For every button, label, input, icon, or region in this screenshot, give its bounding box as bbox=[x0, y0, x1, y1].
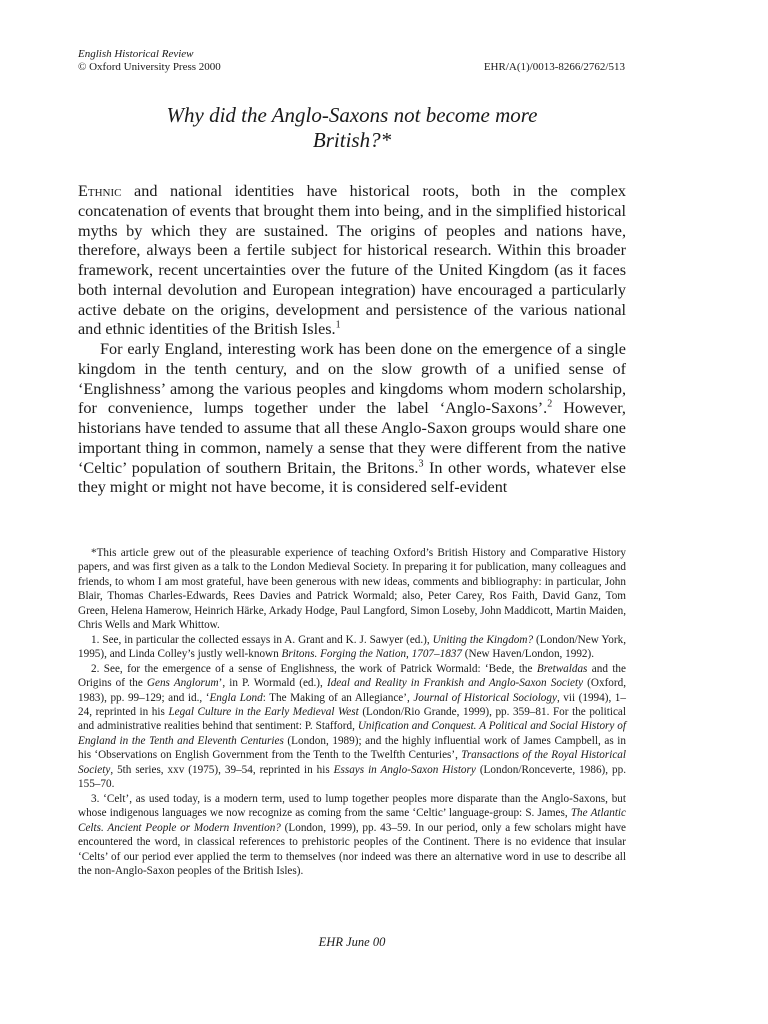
footnote-2 bbox=[78, 662, 626, 792]
fn2-text-c: ’, in P. Wormald (ed.), bbox=[218, 677, 327, 690]
fn2-title-4: Engla Lond bbox=[209, 691, 263, 704]
fn2-text-a: 2. See, for the emergence of a sense of Englishness, the work of Patrick Wormald: ‘Bede, the bbox=[91, 662, 537, 675]
fn2-text-k: (London/Ronceverte, 1986), pp. 155–70. bbox=[78, 763, 627, 791]
footnote-3 bbox=[78, 792, 626, 879]
paragraph-2-text-c: In other words, whatever else they might or might not have become, it is considered self-evident bbox=[78, 458, 626, 497]
fn2-title-9: Essays in Anglo-Saxon History bbox=[333, 763, 476, 776]
fn2-text-b: and the Origins of the bbox=[78, 662, 626, 690]
running-header bbox=[78, 48, 221, 74]
title-line-1: Why did the Anglo-Saxons not become more bbox=[166, 103, 538, 127]
article-body bbox=[78, 182, 626, 498]
fn2-text-e: : The Making of an Allegiance’, bbox=[262, 691, 414, 704]
fn3-title-1: The Atlantic Celts. Ancient People or Modern Invention? bbox=[78, 807, 626, 834]
fn2-title-3: Ideal and Reality in Frankish and Anglo-Saxon Society bbox=[326, 677, 584, 690]
fn2-text-j: , 5th series, xxv (1975), 39–54, reprinted in his bbox=[110, 763, 334, 776]
fn2-title-6: Legal Culture in the Early Medieval West bbox=[168, 705, 359, 718]
fn2-title-5: Journal of Historical Sociology bbox=[413, 691, 557, 704]
fn1-text-b: (London/New York, 1995), and Linda Colley’s justly well-known bbox=[78, 633, 626, 661]
paragraph-2 bbox=[78, 340, 626, 498]
article-reference: EHR/A(1)/0013-8266/2762/513 bbox=[483, 61, 625, 73]
footnotes bbox=[78, 546, 626, 878]
footnote-1 bbox=[78, 633, 626, 662]
copyright-line: © Oxford University Press 2000 bbox=[78, 61, 221, 73]
fn2-title-8: Transactions of the Royal Historical Society bbox=[78, 749, 626, 776]
article-title bbox=[78, 103, 626, 153]
paragraph-2-text-a: For early England, interesting work has been done on the emergence of a single kingdom in the tenth century, and on the slow growth of a unified sense of ‘Englishness’ among the various peoples and kingdoms whom modern scholarship, for convenience, lumps together under the label ‘Anglo-Saxons’. bbox=[78, 340, 626, 418]
fn1-title-1: Uniting the Kingdom? bbox=[432, 633, 534, 646]
fn2-text-f: , vii (1994), 1–24, reprinted in his bbox=[78, 691, 626, 718]
fn2-title-1: Bretwaldas bbox=[536, 662, 588, 675]
fn1-text-a: 1. See, in particular the collected essays in A. Grant and K. J. Sawyer (ed.), bbox=[91, 633, 433, 646]
footnote-star: *This article grew out of the pleasurable experience of teaching Oxford’s British History and Comparative History papers, and was first given as a talk to the London Medieval Society. In preparing it for publication, many colleagues and friends, to whom I am most grateful, have been generous with new ideas, comments and bibliography: in particular, John Blair, Thomas Charles-Edwards, Rees Davies and Patrick Wormald; also, Peter Carey, Ros Faith, David Ganz, Tom Green, Helena Hamerow, Heinrich Härke, Arkady Hodge, Paul Langford, Simon Loseby, John Maddicott, Martin Maiden, Chris Wells and Mark Whittow. bbox=[78, 547, 626, 632]
paragraph-1-text: and national identities have historical roots, both in the complex concatenation of events that brought them into being, and in the simplified historical myths by which they are sustained. The origins of peoples and nations have, therefore, always been a fertile subject for historical research. Within this broader framework, recent uncertainties over the future of the United Kingdom (as it faces both internal devolution and European integration) have encouraged a particularly active debate on the origins, development and persistence of the various national and ethnic identities of the British Isles. bbox=[78, 182, 626, 339]
footnote-ref-2[interactable]: 2 bbox=[547, 398, 553, 410]
page-footer: EHR June 00 bbox=[318, 935, 386, 949]
paragraph-2-text-b: However, historians have tended to assume that all these Anglo-Saxon groups would share one important thing in common, namely a sense that they were different from the native ‘Celtic’ population of southern Britain, the Britons. bbox=[78, 399, 626, 477]
fn2-title-7: Unification and Conquest. A Political and Social History of England in the Tenth and Eleventh Centuries bbox=[78, 720, 626, 747]
fn1-text-c: (New Haven/London, 1992). bbox=[461, 648, 595, 661]
fn2-title-2: Gens Anglorum bbox=[146, 677, 219, 690]
fn1-title-2: Britons. Forging the Nation, 1707–1837 bbox=[281, 648, 462, 661]
footnote-ref-1[interactable]: 1 bbox=[335, 319, 341, 331]
fn3-text-a: 3. ‘Celt’, as used today, is a modern term, used to lump together peoples more disparate than the Anglo-Saxons, but whose indigenous languages we now recognize as coming from the same ‘Celtic’ language-group: S. James, bbox=[78, 792, 626, 820]
title-line-2: British?* bbox=[312, 128, 392, 152]
fn2-text-d: (Oxford, 1983), pp. 99–129; and id., ‘ bbox=[78, 677, 627, 704]
journal-name: English Historical Review bbox=[78, 48, 194, 60]
fn3-text-b: (London, 1999), pp. 43–59. In our period, only a few scholars might have encountered the word, in classical references to prehistoric peoples of the Continent. There is no evidence that insular ‘Celts’ of our period ever applied the term to themselves (nor indeed was there an alternative word in use to describe all the non-Anglo-Saxon peoples of the British Isles). bbox=[78, 821, 627, 877]
fn2-text-g: (London/Rio Grande, 1999), pp. 359–81. For the political and administrative realities behind that sentiment: P. Stafford, bbox=[78, 705, 626, 733]
drop-word: Ethnic bbox=[78, 182, 122, 200]
fn2-text-h: (London, 1989); and the highly influential work of James Campbell, as in his ‘Observations on English Government from the Tenth to the Twelfth Centuries’, bbox=[78, 734, 626, 762]
footnote-ref-3[interactable]: 3 bbox=[418, 458, 424, 470]
paragraph-1 bbox=[78, 182, 626, 340]
